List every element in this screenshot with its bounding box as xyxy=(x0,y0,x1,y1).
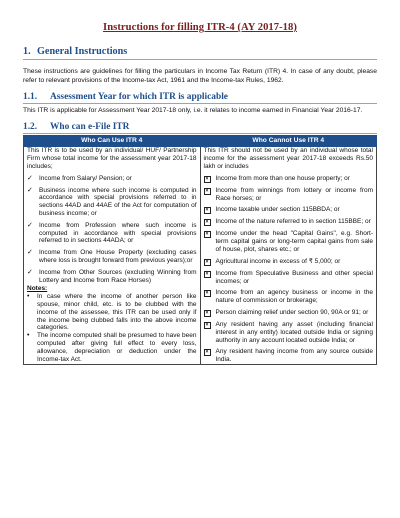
x-box-icon: × xyxy=(204,231,211,238)
section-title: General Instructions xyxy=(37,46,128,57)
x-box-icon: × xyxy=(204,207,211,214)
cannot-use-item xyxy=(204,206,374,214)
cannot-use-intro: This ITR should not be used by an individual whose total income for the assessment year 2017-18 exceeds Rs.50 lakh or includes xyxy=(203,147,373,171)
general-instructions-text: These instructions are guidelines for filling the particulars in Income Tax Return (ITR) 4. In case of any doubt, please refer to relevant provisions of the Income-tax Act, 1961 and the Income-tax Rules, 1962. xyxy=(23,68,377,84)
note-text: The income computed shall be presumed to have been computed after giving full effect to every loss, allowance, depreciation or deduction under the Income-tax Act. xyxy=(37,332,197,363)
x-box-marker xyxy=(204,218,216,226)
column-header-can-use: Who Can Use ITR 4 xyxy=(24,136,201,147)
section-heading-assessment-year xyxy=(23,92,377,104)
note-item xyxy=(27,332,197,363)
can-use-item-text: Business income where such income is computed in accordance with special provisions referred to in sections 44AD and 44AE of the Act for computation of business income; or xyxy=(39,186,197,218)
can-use-list xyxy=(27,175,197,285)
cannot-use-item xyxy=(204,258,374,266)
checkmark-icon: ✓ xyxy=(27,186,33,194)
bullet-icon: • xyxy=(27,293,30,301)
column-header-cannot-use: Who Cannot Use ITR 4 xyxy=(200,136,377,147)
bullet-icon: • xyxy=(27,332,30,340)
cannot-use-item-text: Income of the nature referred to in section 115BBE; or xyxy=(215,218,371,226)
cannot-use-list xyxy=(204,175,374,364)
section-title: Who can e-File ITR xyxy=(50,122,130,133)
x-box-icon: × xyxy=(204,188,211,195)
section-heading-general-instructions xyxy=(23,46,377,60)
can-use-item xyxy=(27,175,197,183)
x-box-marker xyxy=(204,175,216,183)
note-item xyxy=(27,293,197,332)
x-box-icon: × xyxy=(204,290,211,297)
cannot-use-item xyxy=(204,218,374,226)
can-use-item-text: Income from Salary/ Pension; or xyxy=(39,174,132,182)
cannot-use-item xyxy=(204,187,374,203)
x-box-icon: × xyxy=(204,271,211,278)
can-use-item xyxy=(27,269,197,285)
cannot-use-item xyxy=(204,348,374,364)
eligibility-table xyxy=(23,135,377,365)
x-box-marker xyxy=(204,289,216,305)
section-number: 1. xyxy=(23,46,31,57)
x-box-icon: × xyxy=(204,259,211,266)
can-use-cell xyxy=(24,147,201,365)
checkmark-icon: ✓ xyxy=(27,249,33,257)
x-box-marker xyxy=(204,348,216,364)
can-use-item xyxy=(27,222,197,245)
cannot-use-item-text: Any resident having any asset (including financial interest in any entity) located outside India or signing authority in any account located outside India; or xyxy=(215,321,373,344)
cannot-use-item xyxy=(204,175,374,183)
x-box-marker xyxy=(204,309,216,317)
x-box-icon: × xyxy=(204,310,211,317)
checkmark-icon: ✓ xyxy=(27,268,33,276)
cannot-use-item xyxy=(204,230,374,253)
x-box-marker xyxy=(204,230,216,253)
x-box-icon: × xyxy=(204,349,211,356)
x-box-marker xyxy=(204,206,216,214)
assessment-year-text: This ITR is applicable for Assessment Year 2017-18 only, i.e. it relates to income earned in Financial Year 2016-17. xyxy=(23,107,363,115)
section-title: Assessment Year for which ITR is applicable xyxy=(50,92,228,103)
cannot-use-item-text: Income under the head "Capital Gains", e.g. Short-term capital gains or long-term capital gains from sale of house, plot, shares etc.; or xyxy=(215,230,373,254)
x-box-icon: × xyxy=(204,322,211,329)
cannot-use-cell xyxy=(200,147,377,365)
x-box-marker xyxy=(204,321,216,344)
cannot-use-item xyxy=(204,270,374,286)
can-use-item-text: Income from One House Property (excluding cases where loss is brought forward from previous years);or xyxy=(39,249,197,265)
can-use-item-text: Income from Profession where such income is computed in accordance with special provisions referred to in sections 44ADA; or xyxy=(39,221,197,245)
cannot-use-item-text: Person claiming relief under section 90, 90A or 91; or xyxy=(215,309,369,317)
checkmark-icon: ✓ xyxy=(27,221,33,229)
notes-label: Notes: xyxy=(27,285,48,293)
x-box-icon: × xyxy=(204,176,211,183)
x-box-marker xyxy=(204,258,216,266)
cannot-use-item-text: Any resident having income from any source outside India. xyxy=(215,348,373,364)
cannot-use-item-text: Income from Speculative Business and other special incomes; or xyxy=(215,269,373,285)
cannot-use-item xyxy=(204,321,374,344)
can-use-item-text: Income from Other Sources (excluding Winning from Lottery and Income from Race Horses) xyxy=(39,268,197,284)
x-box-marker xyxy=(204,187,216,203)
cannot-use-item-text: Income taxable under section 115BBDA; or xyxy=(215,206,340,214)
x-box-icon: × xyxy=(204,219,211,226)
section-number: 1.1. xyxy=(23,92,38,103)
can-use-intro: This ITR is to be used by an individual/ HUF/ Partnership Firm whose total income for the assessment year 2017-18 includes; xyxy=(27,147,197,171)
cannot-use-item-text: Income from winnings from lottery or income from Race horses; or xyxy=(215,186,373,202)
checkmark-icon: ✓ xyxy=(27,174,33,182)
x-box-marker xyxy=(204,270,216,286)
can-use-item xyxy=(27,249,197,265)
section-heading-who-can-efile xyxy=(23,122,377,134)
cannot-use-item xyxy=(204,289,374,305)
cannot-use-item-text: Income from an agency business or income in the nature of commission or brokerage; xyxy=(215,289,373,305)
can-use-item xyxy=(27,187,197,218)
cannot-use-item xyxy=(204,309,374,317)
section-number: 1.2. xyxy=(23,122,38,133)
notes-list xyxy=(27,293,197,363)
note-text: In case where the income of another person like spouse, minor child, etc. is to be clubbed with the income of the assessee, this ITR can be used only if the income being clubbed falls into the above income categories. xyxy=(37,293,197,332)
cannot-use-item-text: Income from more than one house property; or xyxy=(215,174,350,182)
cannot-use-item-text: Agricultural income in excess of ₹ 5,000; or xyxy=(215,257,341,265)
document-title: Instructions for filling ITR-4 (AY 2017-18) xyxy=(103,22,297,33)
